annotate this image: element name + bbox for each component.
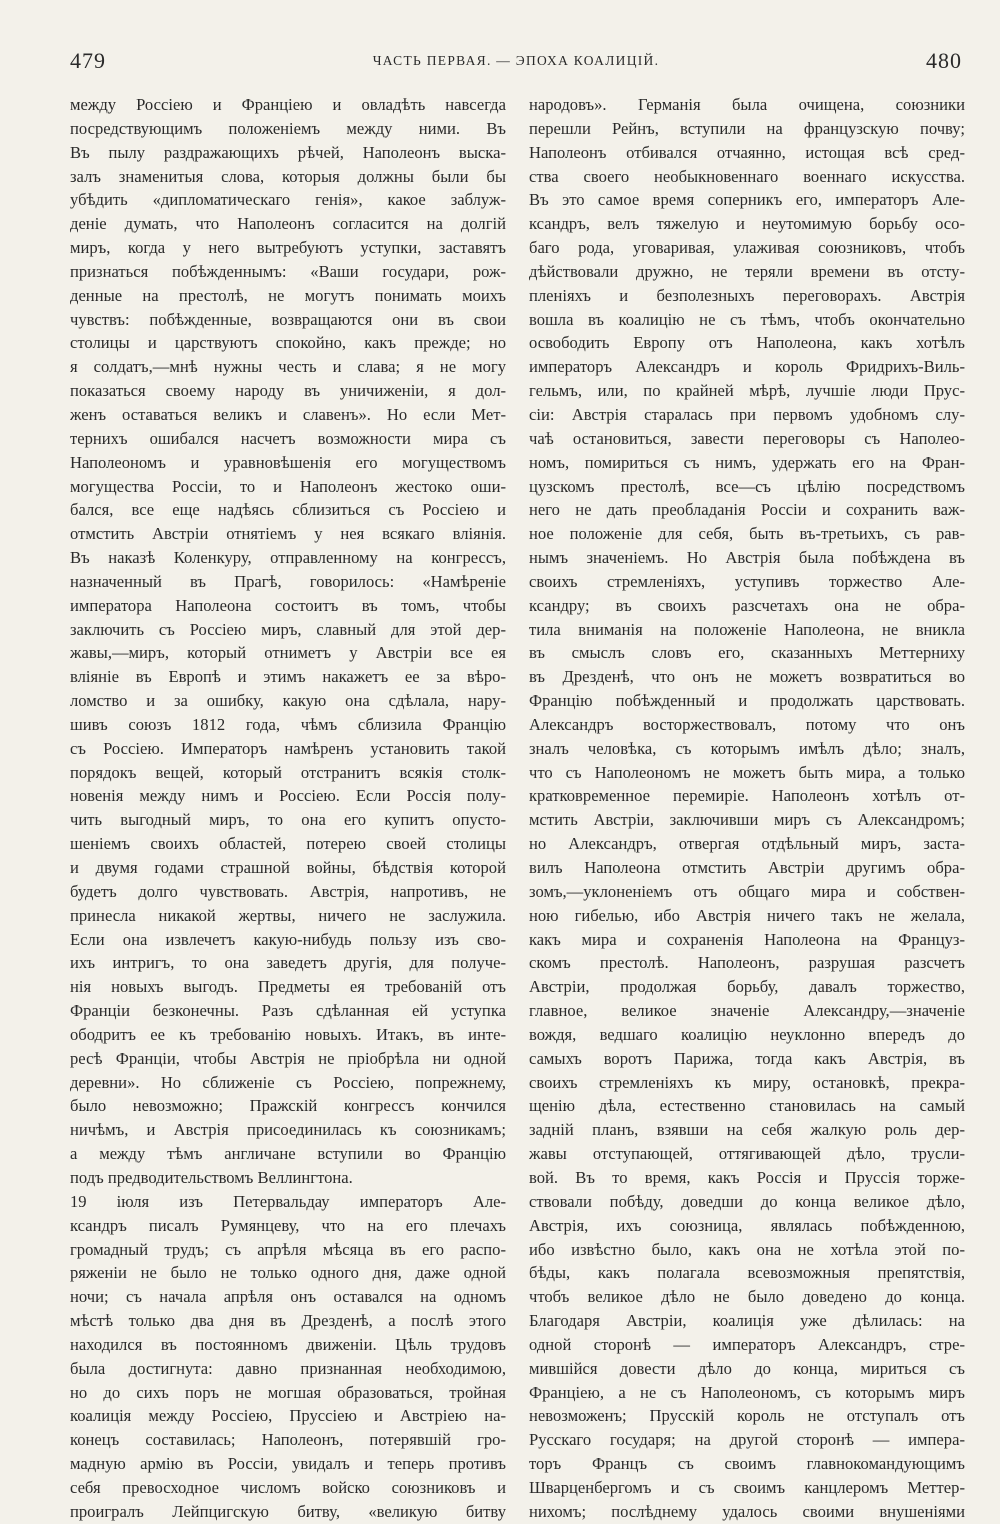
text-line: ихъ интригъ, то она заведетъ другія, для получе-: [70, 953, 506, 973]
text-line: и двумя годами страшной войны, бѣдствія которой: [70, 858, 506, 877]
text-line: 19 іюля изъ Петервальдау императоръ Але-: [70, 1191, 506, 1211]
text-line: него не дать преобладанія Россіи и сохранить важ-: [529, 500, 965, 520]
text-line: ломство и за ошибку, какую она сдѣлала, нару-: [70, 691, 506, 711]
text-line: перешли Рейнъ, вступили на французскую почву;: [529, 118, 965, 138]
text-line: бался, все еще надѣясь сблизиться съ Россіею и: [70, 500, 506, 520]
text-line: чтобъ великое дѣло не было доведено до конца.: [529, 1287, 965, 1307]
text-line: жавы отступающей, оттягивающей дѣло, трусли-: [529, 1144, 965, 1164]
text-line: главное, великое значеніе Александру,—значеніе: [529, 1001, 965, 1021]
text-line: ксандръ писалъ Румянцеву, что на его плечахъ: [70, 1215, 506, 1235]
text-line: задній планъ, взявши на себя жалкую роль дер-: [529, 1120, 965, 1140]
text-line: своихъ стремленіяхъ къ миру, остановкѣ, прекра-: [529, 1072, 965, 1092]
text-line: проигралъ Лейпцигскую битву, «великую битву: [70, 1501, 506, 1521]
text-line: Францію побѣжденный и продолжать царствовать.: [529, 691, 965, 711]
text-line: мадную армію въ Россіи, увидалъ и теперь противъ: [70, 1454, 506, 1474]
text-line: я солдатъ,—мнѣ нужны честь и слава; я не могу: [70, 357, 506, 377]
text-line: номъ, помириться съ нимъ, удержать его на Фран-: [529, 452, 965, 472]
text-line: вождя, ведшаго коалицію неуклонно впередъ до: [529, 1024, 965, 1044]
text-line: ствовали побѣду, доведши до конца великое дѣло,: [529, 1191, 965, 1211]
text-line: одной сторонѣ — императоръ Александръ, стре-: [529, 1334, 965, 1354]
text-line: могущества Россіи, то и Наполеонъ жестоко оши-: [70, 476, 506, 496]
text-line: ибо извѣстно было, какъ она не хотѣла этой по-: [529, 1239, 965, 1259]
text-line: деніе думать, что Наполеонъ согласится на долгій: [70, 214, 506, 234]
text-line: подъ предводительствомъ Веллингтона.: [70, 1167, 353, 1187]
text-line: убѣдить «дипломатическаго генія», какое заблуж-: [70, 190, 506, 210]
text-line: чить выгодный миръ, то она его купитъ опусто-: [70, 810, 506, 830]
right-page-number: 480: [925, 48, 962, 73]
text-line: гельмъ, или, по крайней мѣрѣ, лучшіе люди Прус-: [529, 381, 965, 401]
text-line: народовъ». Германія была очищена, союзники: [529, 95, 965, 114]
text-line: новенія между нимъ и Россіею. Если Россія полу-: [70, 786, 506, 806]
text-line: ксандръ, велъ тяжелую и неутомимую борьбу осо-: [529, 214, 965, 234]
text-line: миръ, когда у него вытребуютъ уступки, заставятъ: [70, 238, 506, 258]
text-line: щенію дѣла, естественно становилась на самый: [529, 1096, 965, 1116]
text-line: освободить Европу отъ Наполеона, какъ хотѣлъ: [529, 333, 965, 353]
text-line: ночи; съ начала апрѣля онъ оставался на одномъ: [70, 1287, 506, 1307]
text-line: женъ оставаться великъ и славенъ». Но если Мет-: [70, 404, 506, 424]
text-line: между Россіею и Франціею и овладѣть навсегда: [70, 95, 506, 114]
text-line: ною гибелью, ибо Австрія ничего такъ не желала,: [529, 905, 965, 925]
text-line: Въ наказѣ Коленкуру, отправленному на конгрессъ,: [70, 548, 506, 568]
text-line: залъ знаменитыя слова, которыя должны были бы: [70, 166, 506, 186]
text-line: ряженіи не было не только одного дня, даже одной: [70, 1263, 506, 1283]
text-line: Наполеономъ и уравновѣшенія его могуществомъ: [70, 452, 506, 472]
text-line: самыхъ воротъ Парижа, тогда какъ Австрія, въ: [529, 1048, 965, 1068]
text-line: мстить Австріи, заключивши миръ съ Александромъ;: [529, 810, 965, 830]
text-line: цузскомъ престолѣ, все—съ цѣлію посредствомъ: [529, 476, 965, 496]
text-line: деревни». Но сближеніе съ Россіею, попрежнему,: [70, 1072, 506, 1092]
text-line: ободритъ ее къ требованію новыхъ. Итакъ, въ инте-: [70, 1024, 506, 1044]
text-line: шивъ союзъ 1812 года, чѣмъ сблизила Францію: [70, 714, 506, 734]
text-line: заключить съ Россіею миръ, славный для этой дер-: [70, 619, 506, 639]
text-line: дѣйствовали дружно, не теряли времени въ отсту-: [529, 261, 965, 281]
text-line: находился въ постоянномъ движеніи. Цѣль трудовъ: [70, 1334, 506, 1354]
text-line: императора Наполеона состоитъ въ томъ, чтобы: [70, 595, 506, 615]
left-page-number: 479: [70, 48, 106, 73]
text-line: Франціею, а не съ Наполеономъ, съ которымъ миръ: [529, 1382, 965, 1402]
text-line: императоръ Александръ и король Фридрихъ-Виль-: [529, 357, 965, 377]
text-line: коалиція между Россіею, Пруссіею и Австріею на-: [70, 1406, 506, 1426]
text-line: а между тѣмъ англичане вступили во Францію: [70, 1144, 506, 1164]
text-line: Въ это самое время соперникъ его, императоръ Але-: [529, 190, 965, 210]
text-line: нихомъ; послѣднему удалось своими внушеніями: [529, 1501, 965, 1521]
text-line: вой. Въ то время, какъ Россія и Пруссія торже-: [529, 1167, 965, 1187]
text-line: вилъ Наполеона отмстить Австріи другимъ обра-: [529, 858, 965, 877]
text-line: мѣстѣ только два дня въ Дрезденѣ, а послѣ этого: [70, 1311, 506, 1331]
text-line: себя превосходное числомъ войско союзниковъ и: [70, 1477, 506, 1497]
text-line: отмстить Австріи отнятіемъ у нея всякаго вліянія.: [70, 524, 506, 544]
text-line: съ Россіею. Императоръ намѣренъ установить такой: [70, 738, 506, 758]
left-text-column: [70, 93, 506, 1524]
text-line: зналъ человѣка, съ которымъ имѣлъ дѣло; зналъ,: [529, 738, 965, 758]
text-line: жавы,—миръ, который отниметъ у Австріи все ея: [70, 643, 506, 663]
text-line: Русскаго государя; на другой сторонѣ — импера-: [529, 1430, 965, 1450]
text-line: сіи: Австрія старалась при первомъ удобномъ слу-: [529, 404, 965, 424]
text-line: конецъ составилась; Наполеонъ, потерявшій гро-: [70, 1430, 506, 1450]
text-line: вошла въ коалицію не съ тѣмъ, чтобъ окончательно: [529, 309, 965, 329]
text-line: скомъ престолѣ. Наполеонъ, разрушая разсчетъ: [529, 953, 965, 973]
text-line: Австрія, ихъ союзница, являлась побѣжденною,: [529, 1215, 965, 1235]
text-line: мившійся довести дѣло до конца, мириться съ: [529, 1358, 965, 1378]
text-line: Австріи, продолжая борьбу, давалъ торжество,: [529, 977, 965, 997]
text-line: ксандру; въ своихъ разсчетахъ она не обра-: [529, 595, 965, 615]
text-line: въ смыслъ словъ его, сказанныхъ Меттерниху: [529, 643, 965, 663]
text-line: показаться своему народу въ уничиженіи, я дол-: [70, 381, 506, 401]
text-line: было невозможно; Пражскій конгрессъ кончился: [70, 1096, 506, 1116]
text-line: назначенный въ Прагѣ, говорилось: «Намѣреніе: [70, 571, 506, 591]
text-line: Шварценбергомъ и съ своимъ канцлеромъ Меттер-: [529, 1477, 965, 1497]
text-line: нія новыхъ выгодъ. Предметы ея требованій отъ: [70, 977, 506, 997]
page-header: [70, 46, 962, 76]
text-line: въ Дрезденѣ, что онъ не можетъ возвратиться во: [529, 667, 965, 687]
text-line: торъ Францъ съ своимъ главнокомандующимъ: [529, 1454, 965, 1474]
text-line: признаться побѣжденнымъ: «Ваши государи, рож-: [70, 261, 506, 281]
text-line: невозможенъ; Прусскій король не отступалъ отъ: [529, 1406, 965, 1426]
text-line: баго рода, уговаривая, улаживая союзниковъ, чтобъ: [529, 238, 965, 258]
text-line: порядокъ вещей, который отстранитъ всякія столк-: [70, 762, 506, 782]
text-line: вліяніе въ Европѣ и этимъ накажетъ ее за вѣро-: [70, 667, 506, 687]
text-line: Наполеонъ отбивался отчаянно, истощая всѣ сред-: [529, 142, 965, 162]
text-line: что съ Наполеономъ не можетъ быть мира, а только: [529, 762, 965, 782]
text-line: тила вниманія на положеніе Наполеона, не вникла: [529, 619, 965, 639]
text-line: зомъ,—уклоненіемъ отъ общаго мира и собствен-: [529, 881, 965, 901]
text-line: кратковременное перемиріе. Наполеонъ хотѣлъ от-: [529, 786, 965, 806]
text-line: ничѣмъ, и Австрія присоединилась къ союзникамъ;: [70, 1120, 506, 1140]
text-line: принесла никакой жертвы, ничего не заслужила.: [70, 905, 506, 925]
text-line: но Александръ, отвергая отдѣльный миръ, заста-: [529, 834, 965, 854]
text-line: была достигнута: давно признанная необходимою,: [70, 1358, 506, 1378]
text-line: Франціи безконечны. Разъ сдѣланная ей уступка: [70, 1001, 506, 1021]
text-line: терниxъ ошибался насчетъ возможности мира съ: [70, 428, 506, 448]
text-line: шеніемъ своихъ областей, потерею своей столицы: [70, 834, 506, 854]
text-line: пленіяхъ и безполезныхъ переговорахъ. Австрія: [529, 285, 965, 305]
text-line: чаѣ остановиться, завести переговоры съ Наполео-: [529, 428, 965, 448]
text-line: будетъ долго чувствовать. Австрія, напротивъ, не: [70, 881, 506, 901]
text-line: посредствующимъ положеніемъ между ними. Въ: [70, 118, 506, 138]
text-line: какъ мира и сохраненія Наполеона на Француз-: [529, 929, 965, 949]
text-line: Если она извлечетъ какую-нибудь пользу изъ свo-: [70, 929, 506, 949]
text-line: денные на престолѣ, не могутъ понимать моихъ: [70, 285, 506, 305]
text-line: ства своего необыкновеннаго военнаго искусства.: [529, 166, 965, 186]
text-line: громадный трудъ; съ апрѣля мѣсяца въ его распо-: [70, 1239, 506, 1259]
text-line: Благодаря Австріи, коалиція уже дѣлилась: на: [529, 1311, 965, 1331]
text-line: нымъ значеніемъ. Но Австрія была побѣждена въ: [529, 548, 965, 568]
text-line: ное положеніе для себя, быть въ-третьихъ, съ рав-: [529, 524, 965, 544]
right-text-column: [529, 93, 965, 1524]
text-line: но до сихъ поръ не могшая образоваться, тройная: [70, 1382, 506, 1402]
text-line: ресѣ Франціи, чтобы Австрія не пріобрѣла ни одной: [70, 1048, 506, 1068]
running-title: ЧАСТЬ ПЕРВАЯ. — ЭПОХА КОАЛИЦІЙ.: [372, 53, 660, 68]
text-line: бѣды, какъ полагала всевозможныя препятствія,: [529, 1263, 965, 1283]
text-line: столицы и царствуютъ спокойно, какъ прежде; но: [70, 333, 506, 353]
text-line: Александръ восторжествовалъ, потому что онъ: [529, 714, 965, 734]
text-line: Въ пылу раздражающихъ рѣчей, Наполеонъ выска-: [70, 142, 506, 162]
text-line: чувствъ: побѣжденные, возвращаются они въ свои: [70, 309, 506, 329]
text-line: своихъ стремленіяхъ, уступивъ торжество Але-: [529, 571, 965, 591]
